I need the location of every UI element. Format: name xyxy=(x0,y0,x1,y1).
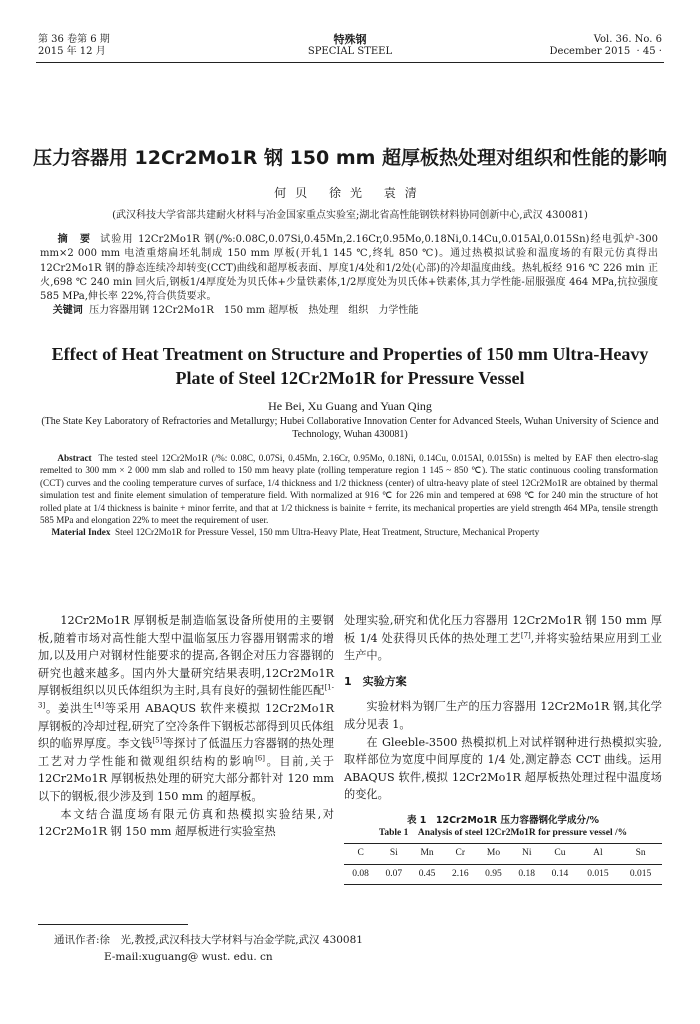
volume-en: Vol. 36. No. 6 xyxy=(593,34,662,45)
header-volume-en xyxy=(550,34,662,58)
keywords-en-text: Steel 12Cr2Mo1R for Pressure Vessel, 150 mm Ultra-Heavy Plate, Heat Treatment, Structure, Mechanical Property xyxy=(115,527,540,538)
citation[interactable]: [1-3] xyxy=(38,683,334,710)
table-caption-cn-text: 表 1 12Cr2Mo1R 压力容器钢化学成分/% xyxy=(406,814,600,826)
journal-name-cn: 特殊钢 xyxy=(333,33,367,46)
date-cn: 2015 年 12 月 xyxy=(38,46,106,57)
table-caption-cn xyxy=(344,814,662,827)
journal-name-en: SPECIAL STEEL xyxy=(307,46,393,57)
table-cell: 0.14 xyxy=(551,868,569,879)
table-header-cell: Al xyxy=(593,847,603,858)
date-en: December 2015 xyxy=(549,46,631,57)
keywords-cn-text: 压力容器用钢 12Cr2Mo1R 150 mm 超厚板 热处理 组织 力学性能 xyxy=(89,305,419,317)
body-paragraph-2: 本文结合温度场有限元仿真和热模拟实验结果,对 12Cr2Mo1R 钢 150 mm 超厚板进行实验室热 xyxy=(38,807,334,839)
composition-table xyxy=(344,843,662,885)
citation[interactable]: [4] xyxy=(94,701,105,710)
footnote-email[interactable]: E-mail:xuguang@ wust. edu. cn xyxy=(104,951,273,963)
body-text: 等探讨了低温压力容器钢的热处理工艺对力学性能和微观组织结构的影响 xyxy=(38,737,334,768)
table-cell: 2.16 xyxy=(451,868,469,879)
citation[interactable]: [7] xyxy=(520,630,531,639)
table-cell: 0.18 xyxy=(518,868,536,879)
table-caption-en: Table 1 Analysis of steel 12Cr2Mo1R for pressure vessel /% xyxy=(378,827,628,838)
body-right-column xyxy=(344,612,662,885)
header-rule xyxy=(36,62,664,63)
page-number: · 45 · xyxy=(636,46,662,57)
table-cell: 0.45 xyxy=(418,868,436,879)
keywords-cn-label: 关键词 xyxy=(52,305,83,317)
abstract-cn-body xyxy=(40,233,658,304)
body-text: ,并将实验结果应用到工业生产中。 xyxy=(344,631,662,663)
body-text: 12Cr2Mo1R 厚钢板是制造临氢设备所使用的主要钢板,随着市场对高性能大型中温临氢压力容器用钢需求的增加,以及用户对钢材性能要求的提高,各钢企对压力容器钢的研究也越来越多。国内外大量研究结果表明,12Cr2Mo1R 厚钢板组织以贝氏体组织为主时,具有良好的强韧性能匹配 xyxy=(38,614,334,698)
authors-en: He Bei, Xu Guang and Yuan Qing xyxy=(268,399,432,413)
body-text: 。姜洪生 xyxy=(45,701,95,715)
table-cell: 0.08 xyxy=(352,868,369,879)
abstract-en-label: Abstract xyxy=(57,453,92,463)
body-paragraph-4: 实验材料为钢厂生产的压力容器用 12Cr2Mo1R 钢,其化学成分见表 1。 xyxy=(344,700,662,731)
footnote-rule xyxy=(38,924,188,925)
keywords-en-label: Material Index xyxy=(51,527,111,538)
citation[interactable]: [5] xyxy=(152,736,163,745)
body-text: 等采用 ABAQUS 软件来模拟 12Cr2Mo1R 厚钢板的冷却过程,研究了空冷条件下钢板芯部得到贝氏体组织的临界厚度。李文钱 xyxy=(38,701,334,751)
table-cell: 0.015 xyxy=(587,868,609,879)
date-page-en xyxy=(550,46,662,58)
table-header-cell: Cr xyxy=(455,847,466,858)
table-header-cell: Ni xyxy=(521,847,532,858)
abstract-cn-label: 摘 要 xyxy=(57,234,92,245)
table-header-cell: Si xyxy=(389,847,398,858)
title-cn: 压力容器用 12Cr2Mo1R 钢 150 mm 超厚板热处理对组织和性能的影响 xyxy=(32,147,668,169)
body-text: 处理实验,研究和优化压力容器用 12Cr2Mo1R 钢 150 mm 厚板 1/4 处获得贝氏体的热处理工艺 xyxy=(344,614,662,645)
title-en: Effect of Heat Treatment on Structure and Properties of 150 mm Ultra-Heavy Plate of Steel 12Cr2Mo1R for Pressure Vessel xyxy=(51,344,649,388)
section-heading-1: 1 实验方案 xyxy=(344,674,407,688)
body-paragraph-3 xyxy=(344,612,662,665)
volume-cn: 第 36 卷第 6 期 xyxy=(38,34,110,45)
table-header-cell: Mo xyxy=(486,847,501,858)
keywords-en xyxy=(40,526,658,538)
table-header-cell: Sn xyxy=(635,847,646,858)
abstract-en-text: The tested steel 12Cr2Mo1R (/%: 0.08C, 0.07Si, 0.45Mn, 2.16Cr, 0.95Mo, 0.18Ni, 0.14Cu, 0.015Al, 0.015Sn) is melted by EAF then electro-slag remelted to 300 mm × 2 000 mm slab and rolled to 150 mm heavy plate (rolling temperature region 1 145 ~ 850 ℃). The static continuous cooling transformation (CCT) curves and the cooling temperature curves of surface, 1/4 thickness and 1/2 thickness (center) of ultra-heavy plate of steel 12Cr2Mo1R are obtained by thermal simulation test and finite element simulation of temperature field. With normalized at 916 ℃ for 226 min and tempered at 698 ℃ for 240 min the structure of hot rolled plate at 1/4 thickness is bainite + minor ferrite, and that at 1/2 thickness is bainite + ferrite, its mechanical properties are yield strength 464 MPa, tensile strength 585 MPa and elongation 22% to meet the requirement of user. xyxy=(40,453,659,526)
table-header-cell: Cu xyxy=(554,847,566,858)
table-cell: 0.07 xyxy=(385,868,403,879)
table-cell: 0.015 xyxy=(629,868,652,879)
table-header-cell: Mn xyxy=(420,847,434,858)
body-paragraph-1 xyxy=(38,612,334,806)
keywords-cn xyxy=(40,304,658,318)
abstract-cn xyxy=(40,233,658,319)
table-cell: 0.95 xyxy=(485,868,502,879)
body-text: 。目前,关于 12Cr2Mo1R 厚钢板热处理的研究大部分都针对 120 mm 以下的钢板,很少涉及到 150 mm 的超厚板。 xyxy=(38,754,334,803)
abstract-cn-text: 试验用 12Cr2Mo1R 钢(/%:0.08C,0.07Si,0.45Mn,2.16Cr,0.95Mo,0.18Ni,0.14Cu,0.015Al,0.015Sn)经电弧炉-300 mm×2 000 mm 电渣重熔扁坯轧制成 150 mm 厚板(开轧1 145 ℃,终轧 850 ℃)。通过热模拟试验和温度场的有限元仿真得出 12Cr2Mo1R 钢的静态连续冷却转变(CCT)曲线和超厚板表面、厚度1/4处和1/2处(心部)的冷却温度曲线。热轧板经 916 ℃ 226 min 正火,698 ℃ 240 min 回火后,钢板1/4厚度处为贝氏体+少量铁素体,1/2厚度处为贝氏体+铁素体,其力学性能-屈服强度 464 MPa,抗拉强度 585 MPa,伸长率 22%,符合供货要求。 xyxy=(40,234,658,303)
table-row xyxy=(344,864,662,885)
footnote xyxy=(54,932,363,966)
body-left-column xyxy=(38,612,334,841)
affiliation-en: (The State Key Laboratory of Refractories and Metallurgy; Hubei Collaborative Innovation Center for Advanced Steels, Wuhan University of Science and Technology, Wuhan 430081) xyxy=(41,416,659,440)
authors-cn: 何贝 徐光 袁清 xyxy=(274,186,426,200)
body-paragraph-5: 在 Gleeble-3500 热模拟机上对试样钢种进行热模拟实验,取样部位为宽度中间厚度的 1/4 处,测定静态 CCT 曲线。运用 ABAQUS 软件,模拟 12Cr2Mo1R 超厚板热处理过程中温度场的变化。 xyxy=(344,735,662,802)
affiliation-cn: (武汉科技大学省部共建耐火材料与冶金国家重点实验室;湖北省高性能钢铁材料协同创新中心,武汉 430081) xyxy=(112,210,588,221)
abstract-en-body xyxy=(40,452,658,526)
citation[interactable]: [6] xyxy=(255,754,265,763)
table-header-cell: C xyxy=(357,847,364,858)
table-header-row xyxy=(344,843,662,864)
footnote-author: 通讯作者:徐 光,教授,武汉科技大学材料与冶金学院,武汉 430081 xyxy=(54,934,363,946)
abstract-en xyxy=(40,452,658,539)
